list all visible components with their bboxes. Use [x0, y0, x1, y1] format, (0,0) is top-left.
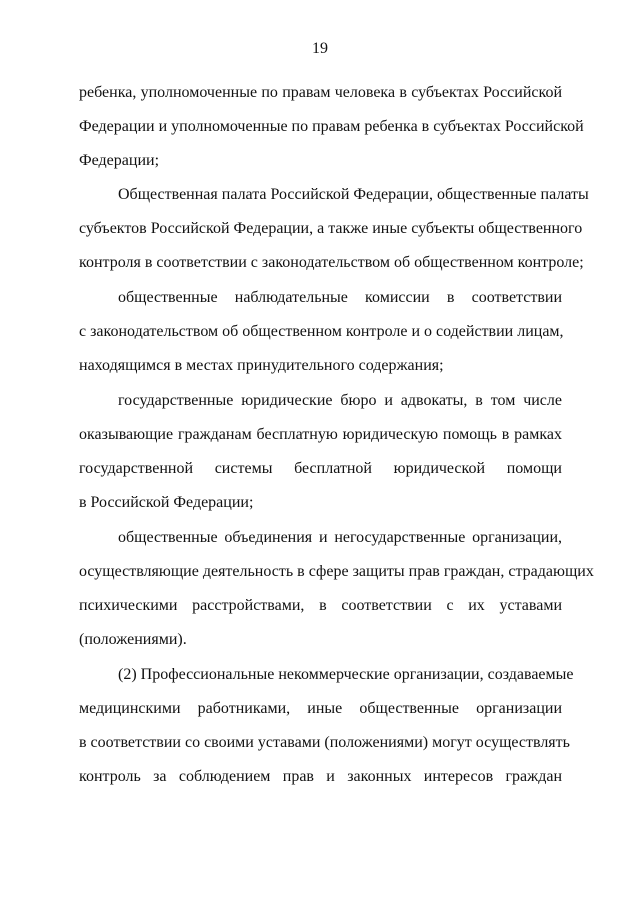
- text-line: Общественная палата Российской Федерации, общественные палаты: [118, 186, 589, 203]
- text-line: оказывающие гражданам бесплатную юридическую помощь в рамках: [79, 426, 562, 443]
- text-line: в соответствии со своими уставами (положениями) могут осуществлять: [79, 734, 570, 751]
- text-line: в Российской Федерации;: [79, 494, 254, 511]
- text-line: общественные объединения и негосударственные организации,: [118, 529, 562, 546]
- text-line: находящимся в местах принудительного содержания;: [79, 357, 444, 374]
- text-line: государственной системы бесплатной юридической помощи: [79, 460, 562, 477]
- text-line: контроля в соответствии с законодательством об общественном контроле;: [79, 254, 584, 271]
- text-line: общественные наблюдательные комиссии в соответствии: [118, 289, 562, 306]
- text-line: Федерации;: [79, 152, 160, 169]
- text-line: осуществляющие деятельность в сфере защиты прав граждан, страдающих: [79, 563, 594, 580]
- text-line: (2) Профессиональные некоммерческие организации, создаваемые: [118, 666, 574, 683]
- text-line: субъектов Российской Федерации, а также иные субъекты общественного: [79, 220, 583, 237]
- text-line: ребенка, уполномоченные по правам человека в субъектах Российской: [79, 84, 562, 101]
- text-line: (положениями).: [79, 631, 187, 648]
- text-line: Федерации и уполномоченные по правам ребенка в субъектах Российской: [79, 118, 584, 135]
- page-number: 19: [312, 40, 328, 57]
- text-line: медицинскими работниками, иные общественные организации: [79, 700, 562, 717]
- text-line: психическими расстройствами, в соответствии с их уставами: [79, 597, 562, 614]
- text-line: контроль за соблюдением прав и законных интересов граждан: [79, 768, 562, 785]
- text-line: с законодательством об общественном контроле и о содействии лицам,: [79, 323, 564, 340]
- text-line: государственные юридические бюро и адвокаты, в том числе: [118, 392, 562, 409]
